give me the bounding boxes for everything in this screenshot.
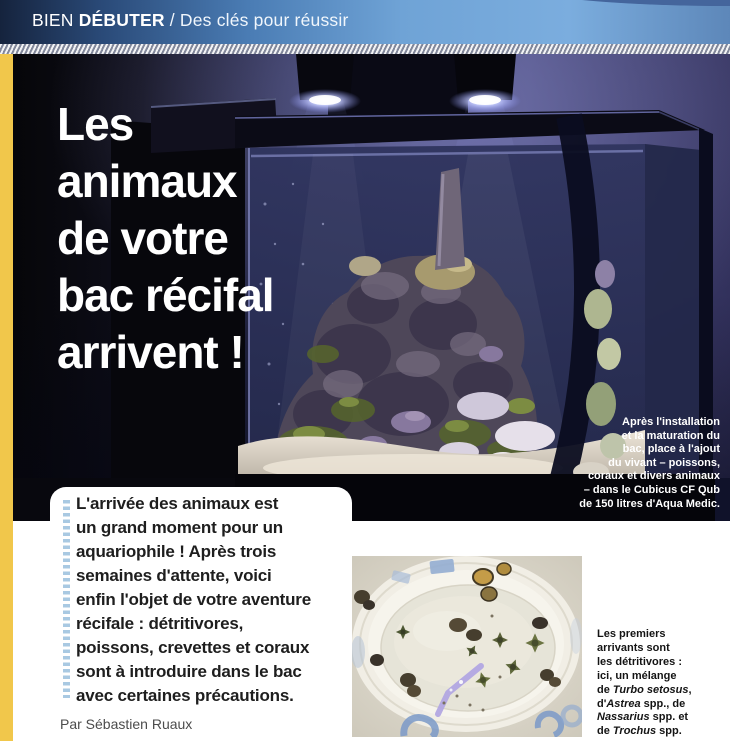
kicker-prefix: BIEN	[32, 10, 74, 30]
bucket-photo	[352, 556, 582, 737]
kicker-separator: /	[169, 10, 175, 30]
section-kicker	[32, 10, 348, 31]
section-header-bar	[0, 0, 730, 44]
bucket-photo-caption: Les premiers arrivants sont les détritivores : ici, un mélange de Turbo setosus, d'Astrea spp., de Nassarius spp. et de Trochus spp.	[597, 628, 692, 738]
intro-text-box	[50, 487, 352, 719]
intro-paragraph: L'arrivée des animaux est un grand moment pour un aquariophile ! Après trois semaines d'attente, voici enfin l'objet de votre aventure récifale : détritivores, poissons, crevettes et coraux sont à introduire dans le bac avec certaines précautions.	[76, 494, 311, 705]
kicker-bold: DÉBUTER	[78, 10, 165, 30]
hero-photo-caption: Après l'installation et la maturation du bac, place à l'ajout du vivant – poissons, coraux et divers animaux – dans le Cubicus CF Qub de 150 litres d'Aqua Medic.	[579, 416, 720, 510]
kicker-subtitle: Des clés pour réussir	[179, 10, 349, 30]
author-byline: Par Sébastien Ruaux	[60, 716, 193, 732]
article-title: Les animaux de votre bac récifal arrivent !	[57, 98, 274, 378]
dashed-rule	[63, 500, 70, 698]
hero-aquarium-photo	[13, 54, 730, 521]
hatched-divider	[0, 44, 730, 54]
bucket-photo-illustration	[352, 556, 582, 737]
yellow-accent-bar	[0, 54, 13, 741]
